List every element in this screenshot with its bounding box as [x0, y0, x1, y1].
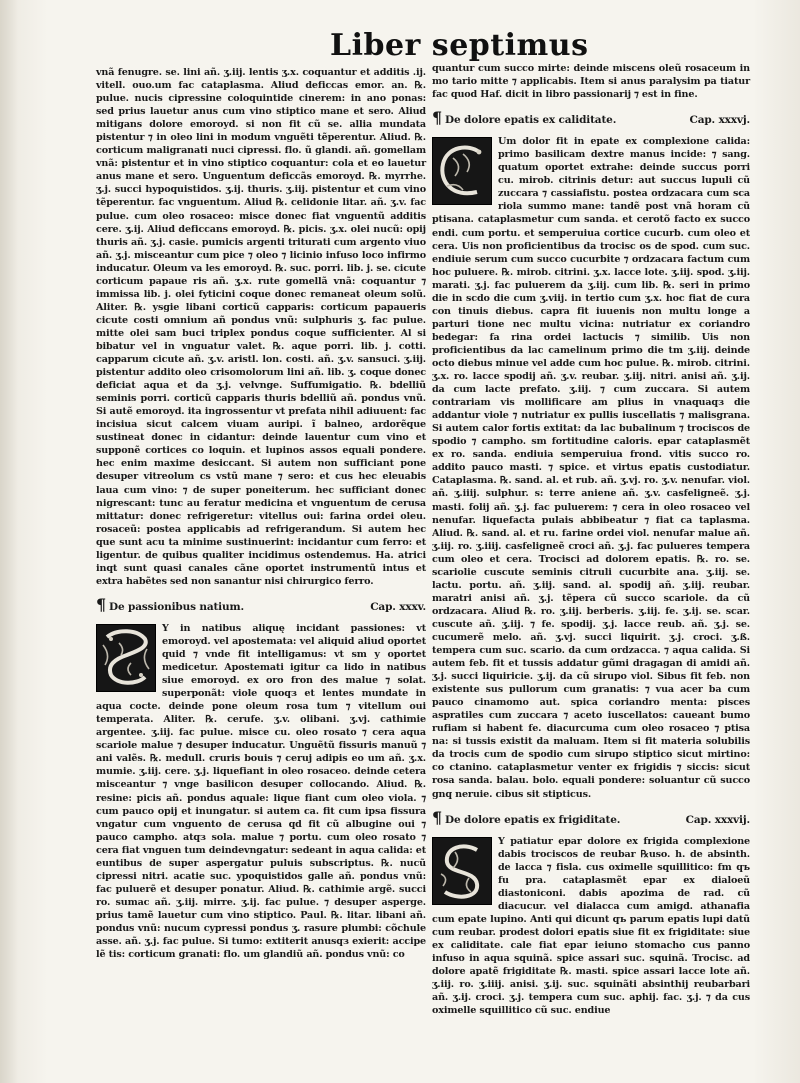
chapter-text-natium: Y in natibus aliquę incidant passiones: vt emoroyd. vel apostemata: vel aliquid aliud oportet quid ⁊ vnde fit intelligamus: vt sm y oportet medicetur. Apostemati igitur ca lido in natibus siue emoroyd. ex oro fron des malue ⁊ solat. superponãt: viole quoqз et lentes mundate in aqua cocte. deinde pone oleum rosa tum ⁊ vitellum oui temperata. Aliter. ℞. cerufe. ʒ.v. olibani. ʒ.vj. cathimie argentee. ʒ.iij. fac pulue. misce cu. oleo rosato ⁊ cera aqua scariole malue ⁊ desuper inducatur. Unguẽtũ fissuris manuũ ⁊ ani valẽs. ℞. medull. cruris bouis ⁊ ceruj adipis eo um añ. ʒ.x. mumie. ʒ.iij. cere. ʒ.j. liquefiant in oleo rosaceo. deinde cetera misceantur ⁊ vnge basilicon desuper collocando. Aliud. ℞. resine: picis añ. pondus aquale: lique fiant cum oleo viola. ⁊ cum pauco opij et inungatur. si autem ca. fit cum ipsa fissura vngatur cum vnguento de cerusa qd fit cũ albugine oui ⁊ pauco campho. atqз sola. malue ⁊ portu. cum oleo rosato ⁊ cera fiat vnguen tum deindevngatur: sedeant in aqua calida: et euntibus de super aspergatur puluis subscriptus. ℞. nucũ cipressi nitri. acatie suc. ypoquistidos galle añ. pondus vnũ: fac puluerẽ et desuper ponatur. Aliud. ℞. cathimie argẽ. succi ro. sumac añ. ʒ.iij. mirre. ʒ.ij. fac pulue. ⁊ desuper asperge. prius tamẽ lauetur cum vino stiptico. Paul. ℞. litar. libani añ. pondus vnũ: nucum cypressi pondus ʒ. rasure plumbi: cõchule asse. añ. ʒ.j. fac pulue. Si tumo: extiterit anusqз exierit: accipe lẽ tis: corticum granati: flo. um glandiũ añ. pondus vnũ: co: [96, 622, 426, 961]
chapter-body-natium: [96, 622, 426, 961]
chapter-heading-frigiditate: [432, 807, 750, 827]
chapter-body-frigiditate: [432, 835, 750, 1018]
chapter-heading-text: De dolore epatis ex caliditate.: [445, 114, 617, 127]
left-column: [96, 66, 426, 961]
right-column: [432, 62, 750, 1017]
chapter-heading-text: De passionibus natium.: [109, 600, 244, 613]
chapter-body-caliditate: [432, 135, 750, 800]
chapter-heading-text: De dolore epatis ex frigiditate.: [445, 813, 621, 826]
chapter-number: Cap. xxxvj.: [689, 114, 750, 127]
running-head: Liber septimus: [330, 28, 589, 63]
pilcrow-icon: ¶: [432, 807, 443, 827]
pilcrow-icon: ¶: [96, 594, 107, 614]
decorated-initial-icon: [96, 624, 156, 692]
pilcrow-icon: ¶: [432, 108, 443, 128]
chapter-text-caliditate: Um dolor fit in epate ex complexione calida: primo basilicam dextre manus incide: ⁊ sang. quatum oportet extrahe: deinde succus porri cu. mirob. citrinis detur: aut succus lupuli cũ zuccara ⁊ cassiafistu. postea ordzacara cum sca riola summo mane: tandẽ post vnã horam cũ ptisana. cataplasmetur cum sanda. et cerotõ facto ex succo endi. cum portu. et semperuiua cortice cucurb. cum oleo et cera. Uis non proficientibus da trocisc os de spod. cum suc. endiuie serum cum succo cucurbite ⁊ ordzacara factum cum hoc puluere. ℞. mirob. citrini. ʒ.x. lacce lote. ʒ.iij. spod. ʒ.iij. marati. ʒ.j. fac puluerem da ʒ.iij. cum lib. ℞. seri in primo die in scdo die cum ʒ.viij. in tertio cum ʒ.x. hoc fiat de cura con tinuis diebus. capra fit iuuenis non multu longe a parturi tione nec multu vicina: nutriatur ex coriandro bedegar: fa rina ordei lactucis ⁊ similib. Uis non proficientibus da lac camelinum primo die tm ʒ.iij. deinde octo diebus minue vel adde cum hoc pulue. ℞. mirob. citrini. ʒ.x. ro. lacce spodij añ. ʒ.v. reubar. ʒ.iij. nitri. anisi añ. ʒ.ij. da cum lacte prefato. ʒ.iij. ⁊ cum zuccara. Si autem contrariam vis mollificare am plius in vnaquaqз die addantur viole ⁊ nutriatur ex pullis iuscellatis ⁊ malisgrana. Si autem calor fortis extitat: da lac bubalinum ⁊ trociscos de spodio ⁊ campho. sm fortitudine caloris. epar cataplasmẽt ex ro. sanda. endiuia semperuiua frond. vitis succo ro. addito pauco masti. ⁊ spice. et virtus epatis custodiatur. Cataplasma. ℞. sand. al. et rub. añ. ʒ.vj. ro. ʒ.v. nenufar. viol. añ. ʒ.iiij. sulphur. s: terre aniene añ. ʒ.v. casfeligneẽ. ʒ.j. masti. folij añ. ʒ.j. fac puluerem: ⁊ cera in oleo rosaceo vel nenufar. liquefacta pulais abbibeatur ⁊ fiat ca taplasma. Aliud. ℞. sand. al. et ru. farine ordei viol. nenufar malue añ. ʒ.iij. ro. ʒ.iiij. casfeligneẽ croci añ. ʒ.j. fac pulueres tempera cum oleo et cera. Trocisci ad dolorem epatis. ℞. ro. se. scariolie cuscute seminis citruli cucurbite ana. ʒ.iij. se. lactu. portu. añ. ʒ.iij. sand. al. spodij añ. ʒ.iij. reubar. maratri anisi añ. ʒ.j. tẽpera cũ succo scariole. da cũ ordzacara. Aliud ℞. ro. ʒ.iij. berberis. ʒ.iij. fe. ʒ.ij. se. scar. cuscute añ. ʒ.iij. ⁊ fe. spodij. ʒ.j. lacce reub. añ. ʒ.j. se. cucumerẽ melo. añ. ʒ.vj. succi liquirit. ʒ.j. croci. ʒ.ß. tempera cum suc. scario. da cum ordzacca. ⁊ aqua calida. Si autem feb. fit et tussis addatur gũmi dragagan di amidi añ. ʒ.j. succi liquiricie. ʒ.ij. da cũ sirupo viol. Sibus fit feb. non existente sus pullorum cum granatis: ⁊ vua acer ba cum pauco cinamomo aut. spica coriandro menta: pisces aspratiles cum zuccara ⁊ aceto iuscellatos: caueant bumo rufiam si habent fe. diacurcuma cum oleo rosaceo ⁊ ptisa na: si tussis existit da maluam. Item si fit materia solubilis da trocis cum de spodio cum sirupo stiptico sicut mirtino: co ctanino. cataplasmetur venter ex frigidis ⁊ siccis: sicut rosa sanda. balau. bolo. equali pondere: soluantur cũ succo gnq neruie. cibus sit stipticus.: [432, 136, 750, 800]
chapter-text-frigiditate: Y patiatur epar dolore ex frigida complexione dabis trociscos de reubar ℞uso. h. de absinth. de lacca ⁊ fisla. cus oximelle squillitico: fm qъ fu pra. cataplasmẽt epar ex dialoeũ diastoniconi. dabis apozima de rad. cũ diacucur. vel dialacca cum amigd. athanafia cum epate lupino. Anti qui dicunt qъ parum epatis lupi datũ cum reubar. prodest dolori epatis siue fit ex frigiditate: siue ex caliditate. cale fiat epar ieiuno stomacho cus panno infuso in aqua squinã. spice assari suc. squinã. Trocisc. ad dolore apatẽ frigiditate ℞. masti. spice assari lacce lote añ. ʒ.iij. ro. ʒ.iiij. anisi. ʒ.ij. suc. squinãti absinthij reubarbari añ. ʒ.ij. croci. ʒ.j. tempera cum suc. aphij. fac. ʒ.j. ⁊ da cus oximelle squillitico cũ suc. endiue: [432, 835, 750, 1017]
chapter-heading-caliditate: [432, 108, 750, 128]
left-opening-text: vnã fenugre. se. lini añ. ʒ.iij. lentis ʒ.x. coquantur et additis .ij. vitell. ouo.um fac cataplasma. Aliud deficcas emor. an. ℞. pulue. nucis cipressine coloquintide cinerem: in ano ponas: sed prius lauetur anus cum vino stiptico mane et sero. Aliud mitigans dolore emoroyd. si non fit cũ se. allia mundata pistentur ⁊ in oleo lini in modum vnguẽti tẽperentur. Aliud. ℞. corticum maligranati nuci cipressi. flo. ũ glandi. añ. gomellam vnã: pistentur et in vino stiptico coquantur: cola et eo lauetur anus mane et sero. Unguentum deficcãs emoroyd. ℞. myrrhe. ʒ.j. succi hypoquistidos. ʒ.ij. thuris. ʒ.iij. pistentur et cum vino tẽperentur. fac vnguentum. Aliud ℞. celidonie litar. añ. ʒ.v. fac pulue. cum oleo rosaceo: misce donec fiat vnguentũ additis cere. ʒ.ij. Aliud deficcans emoroyd. ℞. picis. ʒ.x. olei nucũ: opij thuris añ. ʒ.j. casie. pumicis argenti triturati cum argento viuo añ. ʒ.j. misceantur cum pice ⁊ oleo ⁊ licinio infuso loco infirmo inducatur. Oleum va les emoroyd. ℞. suc. porri. lib. j. se. cicute corticum papaue ris añ. ʒ.x. rute gomellã vnã: coquantur ⁊ immissa lib. j. olei fyticini coque donec remaneat oleum solũ. Aliter. ℞. ysgie libani corticũ capparis: corticum papaueris cicute costi omnium añ pondus vnũ: sulphuris ʒ. fac pulue. mitte olei sam buci triplex pondus coque sufficienter. Al si bibatur vel in vnguatur valet. ℞. aque porri. lib. j. cotti. capparum cicute añ. ʒ.v. aristl. lon. costi. añ. ʒ.v. sansuci. ʒ.iij. pistentur addito oleo crisomolorum lini añ. lib. ʒ. coque donec deficiat aqua et da ʒ.j. velvnge. Suffumigatio. ℞. bdelliũ seminis porri. corticũ capparis thuris bdelliũ añ. pondus vnũ. Si autẽ emoroyd. ita ingrossentur vt prefata nihil adiuuent: fac incisiua sicut calcem viuam auripi. ĩ balneo, ardorẽque sustineat donec in cidantur: deinde lauentur cum vino et supponẽ cortices co loquin. et lupinos assos equali pondere. hec enim maxime desiccant. Si autem non sufficiant pone desuper vitreolum cs vstũ mane ⁊ sero: et cus hec eleuabis laua cum vino: ⁊ de super poneiterum. hec sufficiant donec nigrescant: tunc au feratur medicina et vnguentum de cerusa mittatur: donec refrigeretur: vitellus oui: farina ordei oleu. rosaceũ: postea applicabis ad refrigerandum. Si autem hec que sunt acu ta minime sustinuerint: incidantur cum ferro: et ligentur. de quibus qualiter incidimus ostendemus. Ha. atrici inqt sunt quasi canales cãne oportet instrumentũ intus et extra habẽtes sed non sanantur nisi chirurgico ferro.: [96, 67, 426, 587]
chapter-number: Cap. xxxvij.: [685, 813, 750, 826]
chapter-heading-natium: [96, 594, 426, 614]
page-gutter-shadow: [0, 0, 18, 1083]
decorated-initial-icon: [432, 137, 492, 205]
decorated-initial-icon: [432, 837, 492, 905]
show-through-ghost-text: [764, 8, 773, 33]
right-opening-text: quantur cum succo mirte: deinde miscens oleũ rosaceum in mo tario mitte ⁊ applicabis. Item si anus paralysim pa tiatur fac quod Haf. dicit in libro passionarij ⁊ est in fine.: [432, 63, 750, 101]
chapter-number: Cap. xxxv.: [370, 600, 426, 613]
